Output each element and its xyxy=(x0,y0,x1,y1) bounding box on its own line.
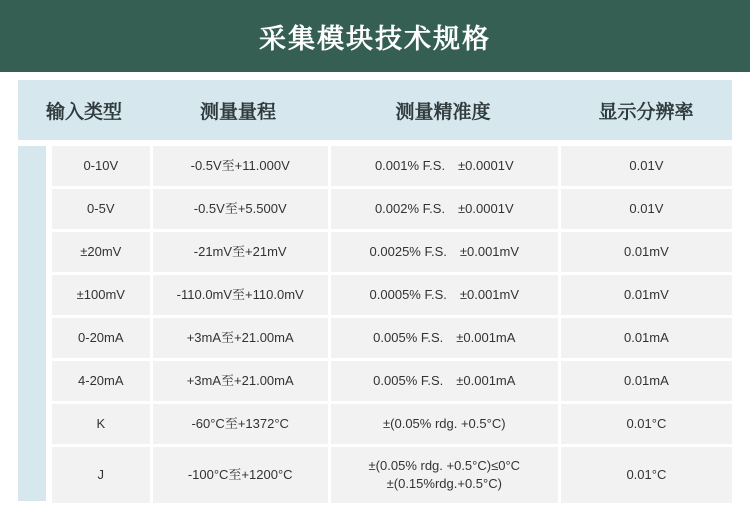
cell-accuracy: ±(0.05% rdg. +0.5°C) xyxy=(331,404,558,444)
cell-input-type: 0-5V xyxy=(52,189,150,229)
cell-measurement-range: -21mV至+21mV xyxy=(153,232,328,272)
column-header-accuracy: 测量精准度 xyxy=(395,101,491,123)
table-body xyxy=(52,146,732,506)
cell-input-type: 0-20mA xyxy=(52,318,150,358)
cell-input-type: K xyxy=(52,404,150,444)
cell-resolution: 0.01V xyxy=(561,189,732,229)
column-header-resolution: 显示分辨率 xyxy=(598,101,694,123)
cell-resolution: 0.01mV xyxy=(561,232,732,272)
table-row xyxy=(52,275,732,315)
cell-measurement-range: -0.5V至+11.000V xyxy=(153,146,328,186)
cell-accuracy: 0.005% F.S. ±0.001mA xyxy=(331,318,558,358)
cell-resolution: 0.01V xyxy=(561,146,732,186)
page-title: 采集模块技术规格 xyxy=(259,23,491,54)
cell-resolution: 0.01°C xyxy=(561,404,732,444)
cell-measurement-range: -100°C至+1200°C xyxy=(153,447,328,503)
cell-resolution: 0.01mA xyxy=(561,318,732,358)
page-banner xyxy=(0,0,750,72)
cell-accuracy: 0.005% F.S. ±0.001mA xyxy=(331,361,558,401)
table-row xyxy=(52,361,732,401)
cell-resolution: 0.01°C xyxy=(561,447,732,503)
column-header-input-type: 输入类型 xyxy=(45,101,122,123)
cell-accuracy: ±(0.05% rdg. +0.5°C)≤0°C ±(0.15%rdg.+0.5°C) xyxy=(331,447,558,503)
cell-measurement-range: -110.0mV至+110.0mV xyxy=(153,275,328,315)
cell-input-type: 0-10V xyxy=(52,146,150,186)
cell-resolution: 0.01mA xyxy=(561,361,732,401)
table-row xyxy=(52,232,732,272)
cell-accuracy: 0.0005% F.S. ±0.001mV xyxy=(331,275,558,315)
cell-accuracy: 0.0025% F.S. ±0.001mV xyxy=(331,232,558,272)
cell-measurement-range: -0.5V至+5.500V xyxy=(153,189,328,229)
table-row xyxy=(52,404,732,444)
cell-resolution: 0.01mV xyxy=(561,275,732,315)
table-row xyxy=(52,146,732,186)
spec-table xyxy=(0,72,750,509)
cell-input-type: J xyxy=(52,447,150,503)
cell-input-type: 4-20mA xyxy=(52,361,150,401)
table-row xyxy=(52,447,732,503)
table-side-accent xyxy=(18,146,46,501)
cell-input-type: ±100mV xyxy=(52,275,150,315)
table-header-row xyxy=(18,80,732,140)
cell-measurement-range: +3mA至+21.00mA xyxy=(153,361,328,401)
cell-measurement-range: +3mA至+21.00mA xyxy=(153,318,328,358)
cell-input-type: ±20mV xyxy=(52,232,150,272)
column-header-measurement-range: 测量量程 xyxy=(199,101,276,123)
cell-measurement-range: -60°C至+1372°C xyxy=(153,404,328,444)
cell-accuracy: 0.001% F.S. ±0.0001V xyxy=(331,146,558,186)
table-row xyxy=(52,189,732,229)
table-row xyxy=(52,318,732,358)
cell-accuracy: 0.002% F.S. ±0.0001V xyxy=(331,189,558,229)
